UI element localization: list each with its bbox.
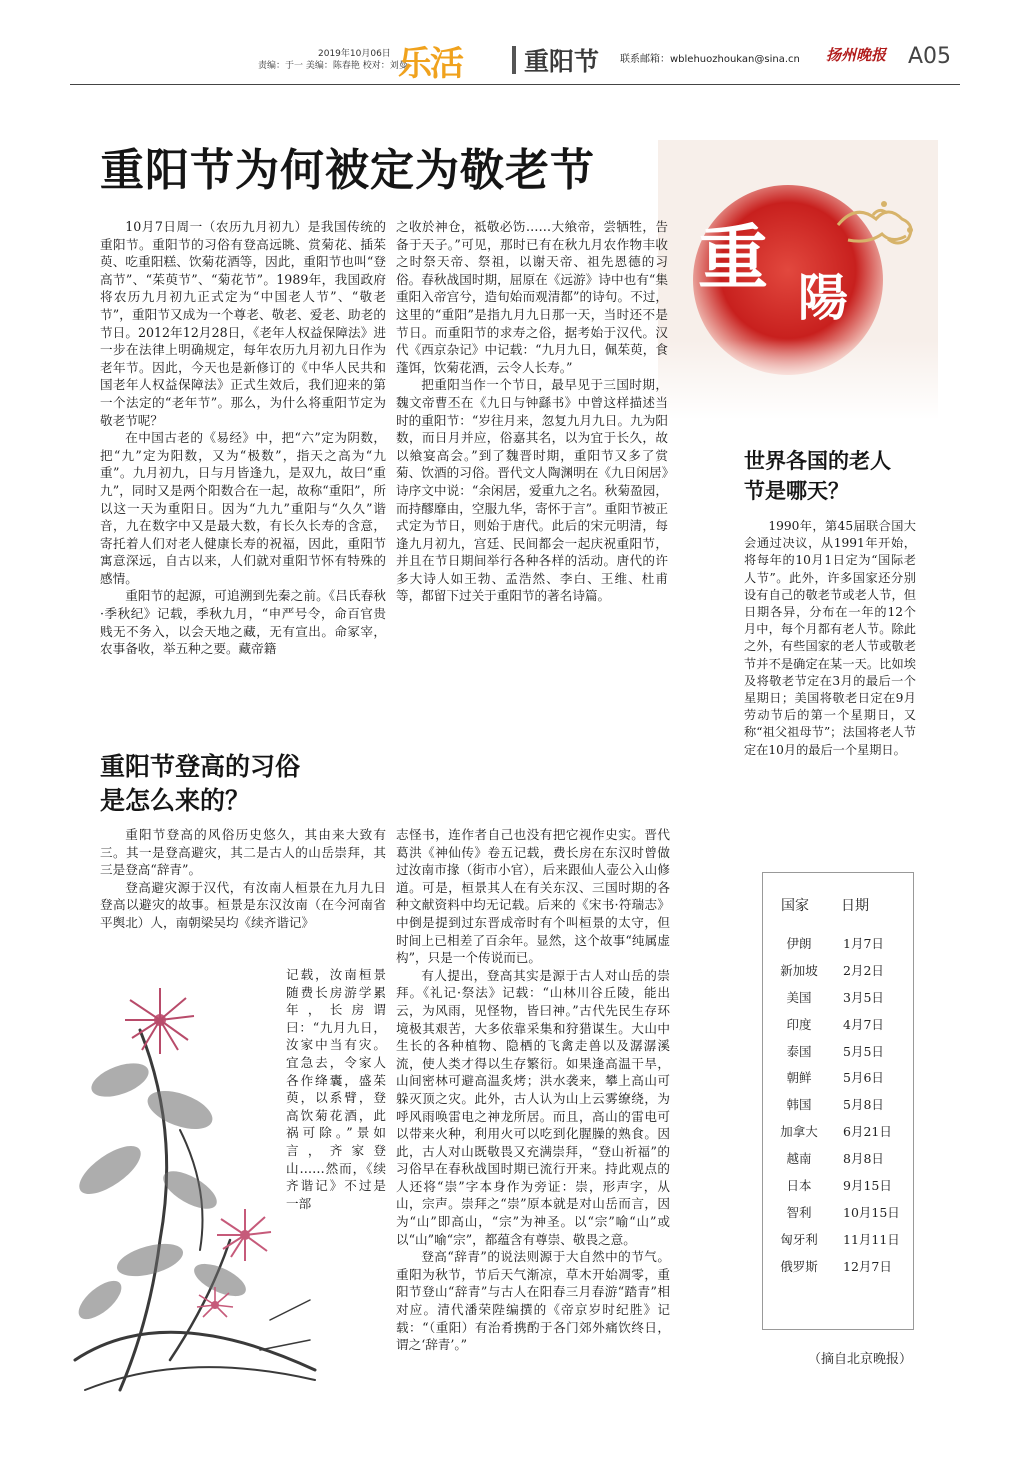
article2-paragraph: 有人提出，登高其实是源于古人对山岳的崇拜。《礼记·祭法》记载：“山林川谷丘陵，能出云，为风雨，见怪物，皆曰神。”古代先民生存环境极其艰苦，大多依靠采集和狩猎谋生。大山中生长的各种植物、隐栖的飞禽走兽以及潺潺溪流，使人类才得以生存繁衍。如果逢高温干旱，山间密林可避高温炙烤；洪水袭来，攀上高山可躲灭顶之灾。此外，古人认为山上云雾缭绕，为呼风雨唤雷电之神龙所居。而且，高山的雷电可以带来火种，利用火可以吃到化腥臊的熟食。因此，古人对山既敬畏又充满崇拜，“登山祈福”的习俗早在春秋战国时期已流行开来。持此观点的人还将“崇”字本身作为旁证：崇，形声字，从山，宗声。崇拜之“崇”原本就是对山岳而言，因为“山”即高山，“宗”为神圣。以“宗”喻“山”或以“山”喻“宗”，都蕴含有尊崇、敬畏之意。 (396, 967, 670, 1247)
date-cell: 6月21日 (843, 1124, 892, 1140)
article1-paragraph: 重阳节的起源，可追溯到先秦之前。《吕氏春秋·季秋纪》记载，季秋九月，“申严号令，命百官贵贱无不务入，以会天地之藏，无有宣出。命冢宰，农事备收，举五种之要。藏帝籍 (100, 588, 386, 657)
article2-column1-top (100, 826, 386, 966)
table-row (763, 1092, 913, 1119)
article1-headline: 重阳节为何被定为敬老节 (100, 145, 595, 196)
sidebar-paragraph: 1990年，第45届联合国大会通过决议，从1991年开始，将每年的10月1日定为“国际老人节”。此外，许多国家还分别设有自己的敬老节或老人节，但日期各异，分布在一年的12个月中，每个月都有老人节。除此之外，有些国家的老人节或敬老节并不是确定在某一天。比如埃及将敬老节定在3月的最后一个星期日；美国将敬老日定在9月劳动节后的第一个星期日，又称“祖父祖母节”；法国将老人节定在10月的最后一个星期日。 (744, 519, 916, 757)
country-cell: 加拿大 (780, 1124, 818, 1140)
seal-char-yang: 陽 (798, 268, 848, 327)
table-row (763, 985, 913, 1012)
country-cell: 伊朗 (786, 936, 812, 951)
country-cell: 越南 (786, 1151, 812, 1167)
country-cell: 智利 (786, 1204, 812, 1220)
table-row (763, 1119, 913, 1146)
country-cell: 日本 (786, 1178, 812, 1194)
date-cell: 3月5日 (843, 989, 884, 1005)
header-date: 日期 (841, 898, 869, 914)
article1-column2 (396, 218, 668, 714)
sidebar-body (744, 518, 916, 812)
header-rule (70, 84, 960, 85)
date-cell: 5月5日 (843, 1043, 884, 1059)
chongyang-sun-illustration (648, 130, 948, 430)
article2-paragraph: 重阳节登高的风俗历史悠久，其由来大致有三。其一是登高避灾，其二是古人的山岳崇拜，其三是登高“辞青”。 (100, 827, 386, 878)
issue-date: 2019年10月06日 (318, 49, 391, 59)
date-cell: 1月7日 (843, 936, 884, 951)
article1-paragraph: 之收於神仓，祗敬必饬……大飨帝，尝牺牲，告备于天子。”可见，那时已有在秋九月农作物丰收之时祭天帝、祭祖，以谢天帝、祖先恩德的习俗。春秋战国时期，屈原在《远游》诗中也有“集重阳入帝宫兮，造旬始而观清都”的诗句。不过，这里的“重阳”是指九月九日那一天，当时还不是节日。而重阳节的求寿之俗，据考始于汉代。汉代《西京杂记》中记载：“九月九日，佩茱萸，食蓬饵，饮菊花酒，云令人长寿。” (396, 219, 668, 375)
country-cell: 新加坡 (780, 962, 818, 978)
table-row (763, 1200, 913, 1227)
date-cell: 5月6日 (843, 1070, 884, 1086)
seal-char-chong: 重 (698, 216, 768, 299)
article1-paragraph: 10月7日周一（农历九月初九）是我国传统的重阳节。重阳节的习俗有登高远眺、赏菊花、插茱萸、吃重阳糕、饮菊花酒等，因此，重阳节也叫“登高节”、“茱萸节”、“菊花节”。1989年，我国政府将农历九月初九正式定为“中国老人节”、“敬老节”，重阳节又成为一个尊老、敬老、爱老、助老的节日。2012年12月28日，《老年人权益保障法》进一步在法律上明确规定，每年农历九月初九日作为老年节。因此，今天也是新修订的《中华人民共和国老年人权益保障法》正式生效后，我们迎来的第一个法定的“老年节”。那么，为什么将重阳节定为敬老节呢？ (100, 219, 386, 428)
leaves (72, 1057, 251, 1326)
article2-headline-line2: 是怎么来的？ (100, 786, 251, 815)
flower-large (125, 988, 194, 1054)
article1-paragraph: 把重阳当作一个节日，最早见于三国时期，魏文帝曹丕在《九日与钟繇书》中曾这样描述当时的重阳节：“岁往月来，忽复九月九日。九为阳数，而日月并应，俗嘉其名，以为宜于长久，故以飨宴高会。”到了魏晋时期，重阳节又多了赏菊、饮酒的习俗。晋代文人陶渊明在《九日闲居》诗序文中说：“余闲居，爱重九之名。秋菊盈园，而持醪靡由，空服九华，寄怀于言”。重阳节被正式定为节日，则始于唐代。此后的宋元明清，每逢九月初九，宫廷、民间都会一起庆祝重阳节，并且在节日期间举行各种各样的活动。唐代的许多大诗人如王勃、孟浩然、李白、王维、杜甫等，都留下过关于重阳节的著名诗篇。 (396, 377, 668, 604)
table-row (763, 1012, 913, 1039)
article2-paragraph: 记载，汝南桓景随费长房游学累年，长房谓曰：“九月九日，汝家中当有灾。宜急去，令家人各作绛囊，盛茱萸，以系臂，登高饮菊花酒，此祸可除。”景如言，齐家登山……然而，《续齐谐记》不过是一部 (286, 967, 386, 1211)
page-number: A05 (908, 44, 952, 69)
editor-credits: 责编：于一 美编：陈春艳 校对：刘曼 (258, 61, 408, 71)
sidebar-headline (744, 446, 891, 506)
holiday-table-box (762, 872, 914, 1330)
article2-headline (100, 750, 300, 818)
header-country: 国家 (781, 898, 809, 914)
table-row (763, 1227, 913, 1254)
source-credit: （摘自北京晚报） (808, 1352, 913, 1367)
article2-column2 (396, 826, 670, 1406)
date-cell: 10月15日 (843, 1204, 900, 1220)
table-body (763, 931, 913, 1281)
header-divider (512, 46, 516, 74)
contact-email: 联系邮箱：wblehuozhoukan@sina.cn (620, 54, 800, 65)
article2-paragraph: 登高“辞青”的说法则源于大自然中的节气。重阳为秋节，节后天气渐凉，草木开始凋零，重阳节登山“辞青”与古人在阳春三月春游“踏青”相对应。清代潘荣陛编撰的《帝京岁时纪胜》记载：“（重阳）有治肴携酌于各门郊外痛饮终日，谓之‘辞青’。” (396, 1249, 670, 1353)
country-cell: 印度 (786, 1016, 812, 1032)
country-cell: 韩国 (786, 1097, 812, 1113)
date-cell: 5月8日 (843, 1097, 884, 1113)
table-row (763, 958, 913, 985)
date-cell: 8月8日 (843, 1151, 884, 1167)
table-row (763, 1146, 913, 1173)
date-cell: 2月2日 (843, 962, 884, 978)
table-row (763, 1039, 913, 1066)
country-cell: 美国 (786, 989, 812, 1005)
holiday-table (763, 873, 913, 1281)
article2-paragraph: 志怪书，连作者自己也没有把它视作史实。晋代葛洪《神仙传》卷五记载，费长房在东汉时曾做过汝南市掾（街市小官），后来跟仙人壶公入山修道。可是，桓景其人在有关东汉、三国时期的各种文献资料中均无记载。后来的《宋书·符瑞志》中倒是提到过东晋成帝时有个叫桓景的太守，但时间上已相差了百余年。显然，这个故事“纯属虚构”，只是一个传说而已。 (396, 827, 670, 966)
country-cell: 俄罗斯 (780, 1258, 818, 1274)
date-cell: 9月15日 (843, 1178, 892, 1194)
country-cell: 朝鲜 (786, 1070, 812, 1086)
country-cell: 匈牙利 (780, 1231, 818, 1247)
section-logo: 乐活 (398, 44, 462, 84)
table-row (763, 1173, 913, 1200)
newspaper-masthead: 扬州晚报 (826, 46, 887, 64)
table-row (763, 931, 913, 958)
table-header (763, 895, 913, 931)
sidebar-headline-line1: 世界各国的老人 (744, 448, 891, 473)
date-cell: 12月7日 (843, 1258, 892, 1274)
article1-column1 (100, 218, 386, 714)
date-cell: 11月11日 (843, 1231, 900, 1247)
article2-column1-wrap (286, 966, 386, 1306)
section-title: 重阳节 (524, 47, 600, 76)
table-row (763, 1254, 913, 1281)
article2-paragraph: 登高避灾源于汉代，有汝南人桓景在九月九日登高以避灾的故事。桓景是东汉汝南（在今河南省平舆北）人，南朝梁吴均《续齐谐记》 (100, 879, 386, 930)
date-cell: 4月7日 (843, 1016, 884, 1032)
country-cell: 泰国 (786, 1043, 812, 1059)
article2-headline-line1: 重阳节登高的习俗 (100, 752, 301, 781)
article1-paragraph: 在中国古老的《易经》中，把“六”定为阴数，把“九”定为阳数，又为“极数”，指天之高为“九重”。九月初九，日与月皆逢九，是双九，故曰“重九”，同时又是两个阳数合在一起，故称“重阳”，所以这一天为重阳日。因为“九九”重阳与“久久”谐音，九在数字中又是最大数，有长久长寿的含意，寄托着人们对老人健康长寿的祝福，因此，重阳节寓意深远，自古以来，人们就对重阳节怀有特殊的感情。 (100, 430, 386, 586)
table-row (763, 1065, 913, 1092)
sidebar-headline-line2: 节是哪天？ (744, 478, 849, 503)
